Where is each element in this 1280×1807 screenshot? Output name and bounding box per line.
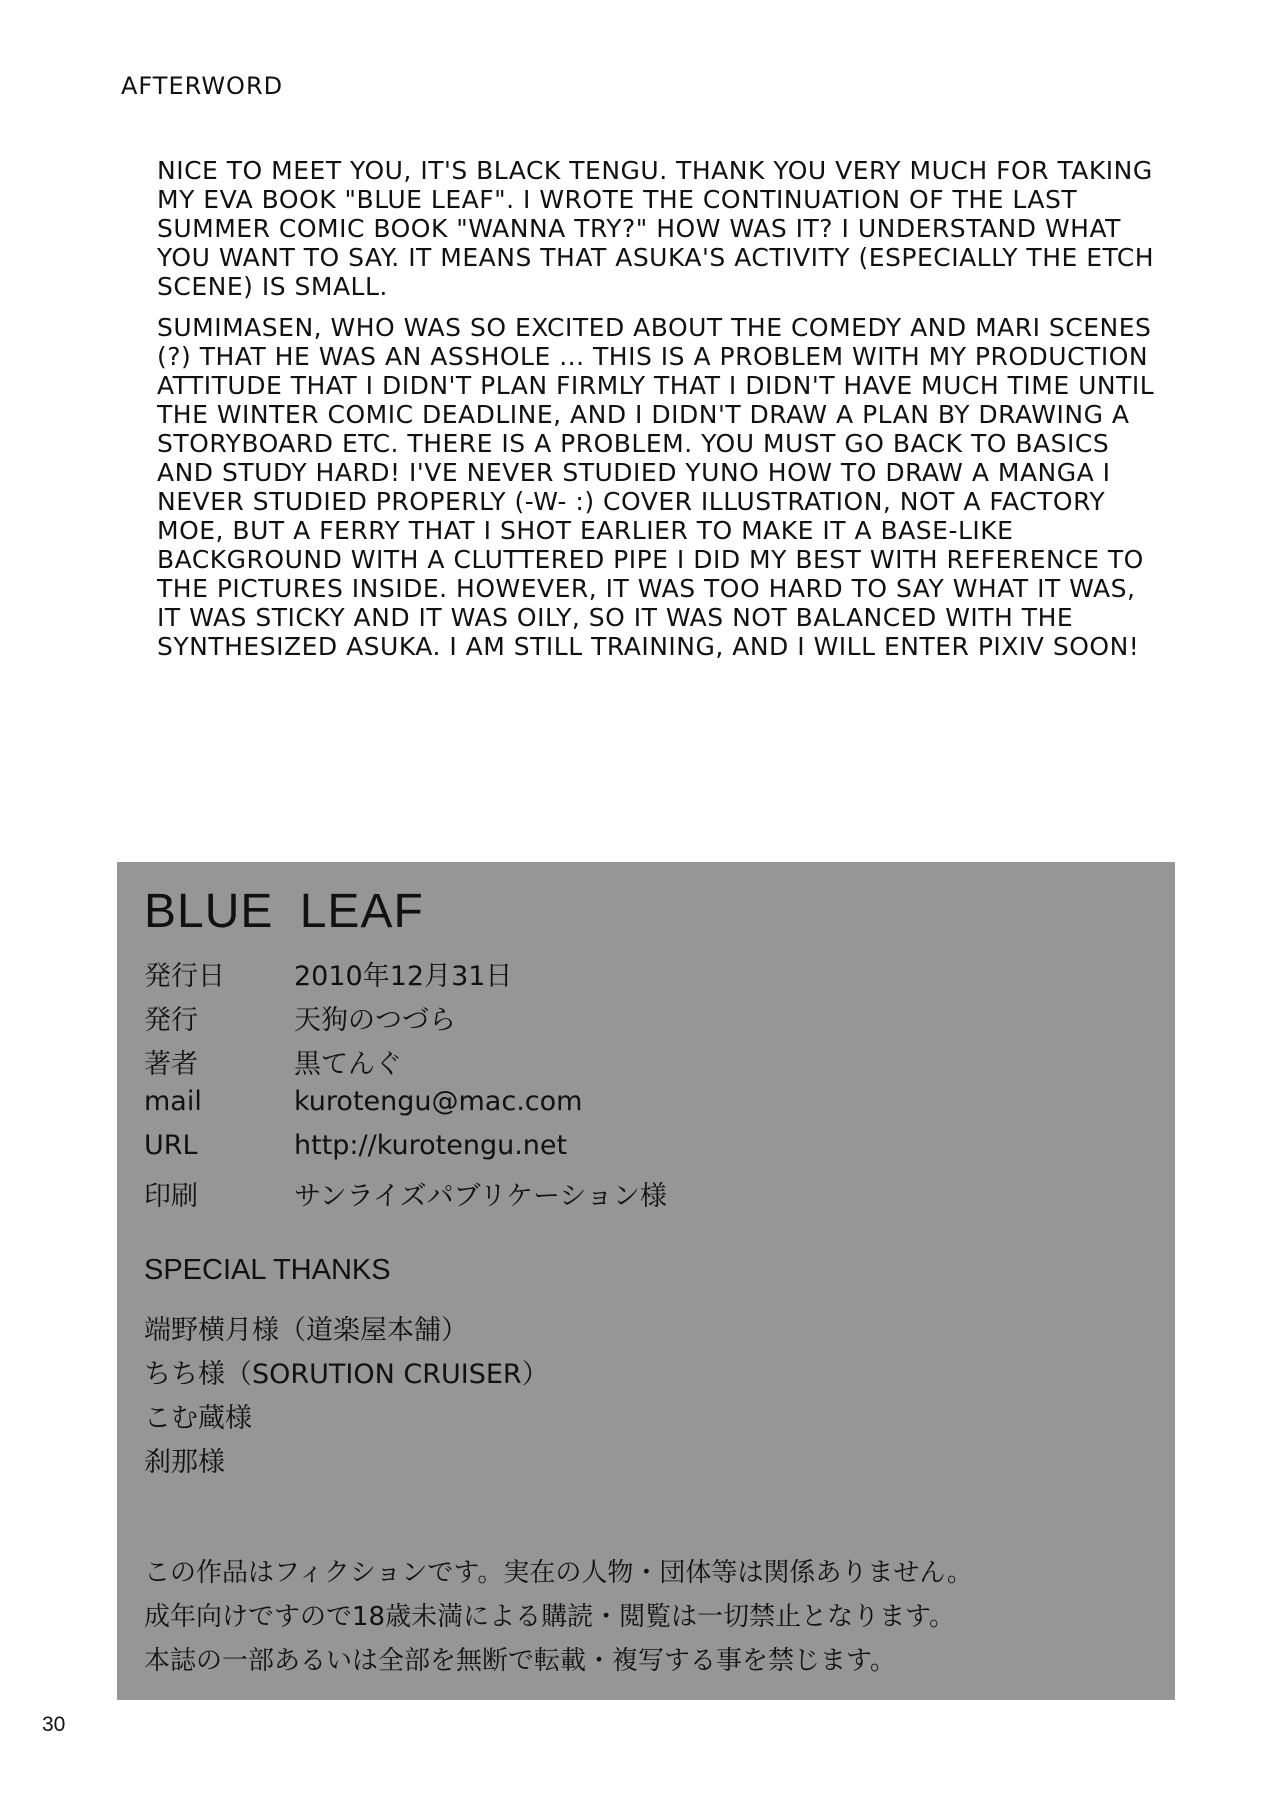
thanks-item: 刹那様 — [144, 1447, 225, 1478]
info-row-author — [144, 1042, 402, 1081]
notice-line: この作品はフィクションです。実在の人物・団体等は関係ありません。 — [144, 1558, 973, 1588]
info-value-email: kurotengu@mac.com — [294, 1086, 583, 1117]
info-value: 天狗のつづら — [294, 1005, 456, 1036]
info-row-url — [144, 1130, 567, 1161]
info-label: mail — [144, 1086, 202, 1117]
afterword-paragraph: SUMIMASEN, WHO WAS SO EXCITED ABOUT THE COMEDY AND MARI SCENES (?) THAT HE WAS AN ASSHOLE ... THIS IS A PROBLEM WITH MY PRODUCTION ATTITUDE THAT I DIDN'T PLAN FIRMLY THAT I DIDN'T HAVE MUCH TIME UNTIL THE WINTER COMIC DEADLINE, AND I DIDN'T DRAW A PLAN BY DRAWING A STORYBOARD ETC. THERE IS A PROBLEM. YOU MUST GO BACK TO BASICS AND STUDY HARD! I'VE NEVER STUDIED YUNO HOW TO DRAW A MANGA I NEVER STUDIED PROPERLY (-W- :) COVER ILLUSTRATION, NOT A FACTORY MOE, BUT A FERRY THAT I SHOT EARLIER TO MAKE IT A BASE-LIKE BACKGROUND WITH A CLUTTERED PIPE I DID MY BEST WITH REFERENCE TO THE PICTURES INSIDE. HOWEVER, IT WAS TOO HARD TO SAY WHAT IT WAS, IT WAS STICKY AND IT WAS OILY, SO IT WAS NOT BALANCED WITH THE SYNTHESIZED ASUKA. I AM STILL TRAINING, AND I WILL ENTER PIXIV SOON! — [157, 313, 1155, 661]
info-label: 発行 — [144, 1005, 198, 1036]
info-label: URL — [144, 1130, 198, 1161]
notice-line: 成年向けですので18歳未満による購読・閲覧は一切禁止となります。 — [144, 1602, 956, 1632]
info-label: 印刷 — [144, 1181, 198, 1212]
special-thanks-title: SPECIAL THANKS — [144, 1254, 391, 1286]
afterword-paragraph: NICE TO MEET YOU, IT'S BLACK TENGU. THANK YOU VERY MUCH FOR TAKING MY EVA BOOK "BLUE LEAF". I WROTE THE CONTINUATION OF THE LAST SUMMER COMIC BOOK "WANNA TRY?" HOW WAS IT? I UNDERSTAND WHAT YOU WANT TO SAY. IT MEANS THAT ASUKA'S ACTIVITY (ESPECIALLY THE ETCH SCENE) IS SMALL. — [157, 156, 1155, 301]
info-value: サンライズパブリケーション様 — [294, 1181, 667, 1212]
info-value: 2010年12月31日 — [294, 961, 513, 992]
info-row-publisher — [144, 998, 456, 1037]
info-row-printer — [144, 1174, 667, 1213]
notice-line: 本誌の一部あるいは全部を無断で転載・複写する事を禁じます。 — [144, 1646, 896, 1676]
page-number: 30 — [42, 1713, 66, 1736]
info-value: 黒てんぐ — [294, 1049, 402, 1080]
book-title: BLUE LEAF — [144, 885, 424, 938]
info-row-publish-date — [144, 954, 512, 993]
info-row-mail — [144, 1086, 582, 1117]
thanks-item: ちち様（SORUTION CRUISER） — [144, 1359, 549, 1390]
thanks-item: こむ蔵様 — [144, 1403, 252, 1434]
colophon-panel — [117, 862, 1175, 1700]
info-label: 発行日 — [144, 961, 225, 992]
afterword-heading: AFTERWORD — [121, 72, 284, 100]
afterword-body — [157, 156, 1157, 673]
info-label: 著者 — [144, 1049, 198, 1080]
thanks-item: 端野横月様（道楽屋本舗） — [144, 1315, 468, 1346]
info-value-url: http://kurotengu.net — [294, 1130, 568, 1161]
